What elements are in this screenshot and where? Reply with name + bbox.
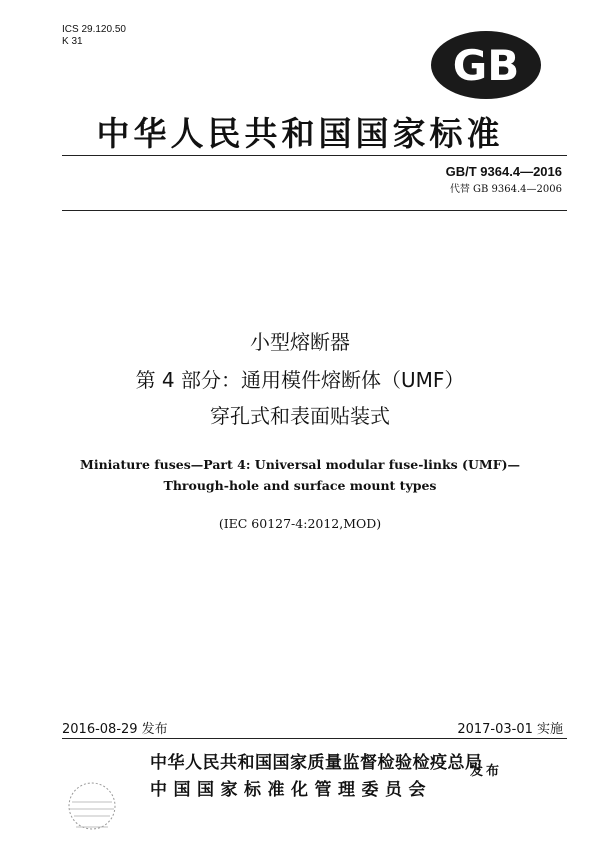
publication-date: 2016-08-29 发布	[62, 722, 168, 737]
issuer-line-1: 中华人民共和国国家质量监督检验检疫总局	[150, 753, 483, 773]
svg-text:GB: GB	[452, 41, 520, 90]
english-title-line-2: Through-hole and surface mount types	[163, 478, 437, 493]
ccs-code: K 31	[62, 36, 83, 47]
replaces-standard: 代替 GB 9364.4—2006	[449, 184, 562, 195]
issue-action: 发布	[470, 764, 503, 779]
national-standard-title: 中华人民共和国国家标准	[96, 114, 504, 153]
chinese-title-line-3: 穿孔式和表面贴装式	[210, 404, 390, 428]
ics-code: ICS 29.120.50	[62, 24, 126, 35]
classification-codes	[62, 24, 126, 48]
divider	[62, 738, 567, 739]
standard-number-block	[446, 164, 562, 195]
standard-number: GB/T 9364.4—2016	[445, 164, 562, 179]
issuing-authorities	[150, 748, 483, 800]
gb-logo	[430, 30, 542, 100]
issuer-line-2: 中国国家标准化管理委员会	[150, 780, 432, 800]
chinese-title-line-1: 小型熔断器	[250, 330, 350, 354]
english-title-line-1: Miniature fuses—Part 4: Universal modular fuse-links (UMF)—	[80, 457, 520, 472]
divider	[62, 155, 567, 156]
implementation-date: 2017-03-01 实施	[457, 722, 563, 737]
distribution-stamp	[52, 778, 134, 838]
divider	[62, 210, 567, 211]
chinese-title-line-2: 第 4 部分：通用模件熔断体（UMF）	[135, 368, 465, 392]
iec-reference: (IEC 60127-4:2012,MOD)	[218, 516, 382, 531]
